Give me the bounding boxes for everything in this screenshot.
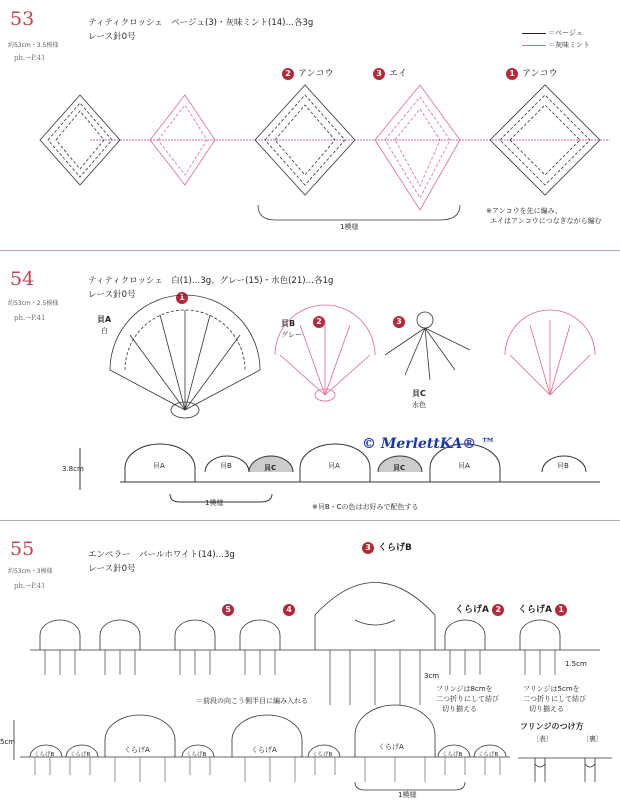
strip-label: 貝C bbox=[393, 464, 406, 472]
photo-ref: ph.→P.41 bbox=[14, 54, 46, 62]
hook-desc: レース針0号 bbox=[88, 290, 136, 300]
repeat-bracket bbox=[258, 205, 460, 220]
strip-label: くらげA bbox=[251, 746, 277, 754]
strip-label: くらげB bbox=[70, 752, 91, 758]
yarn-desc: ティティクロッシェ ベージュ(3)・灰味ミント(14)…各3g bbox=[88, 18, 314, 28]
motif-name: くらげA bbox=[455, 605, 489, 615]
motif-name: アンコウ bbox=[522, 69, 558, 79]
fringe-attach-diagram bbox=[518, 758, 612, 782]
strip-label: くらげB bbox=[442, 752, 463, 758]
repeat-label: 1模様 bbox=[340, 223, 359, 231]
stitch-note: ＝前段の向こう側半目に編み入れる bbox=[196, 697, 308, 705]
fringe-5-line1: フリンジは5cmを bbox=[523, 685, 580, 693]
fringe-8-line1: フリンジは8cmを bbox=[436, 685, 493, 693]
yarn-desc: ティティクロッシェ 白(1)…3g、グレー(15)・水色(21)…各1g bbox=[88, 276, 334, 286]
fringe-length-1-5cm: 1.5cm bbox=[565, 660, 587, 668]
note-line1: ※アンコウを先に編み、 bbox=[486, 207, 563, 215]
section-54 bbox=[0, 250, 620, 515]
note-line2: エイはアンコウにつなぎながら編む bbox=[490, 217, 602, 225]
strip-label: 貝B bbox=[557, 462, 569, 470]
repeat-label: 1模様 bbox=[398, 791, 417, 799]
motif-number-badge: 1 bbox=[506, 68, 518, 80]
strip-label: くらげA bbox=[378, 743, 404, 751]
yarn-desc: エンペラー パールホワイト(14)…3g bbox=[88, 550, 235, 560]
badge: 3 bbox=[362, 542, 374, 554]
strip-label: 貝A bbox=[328, 462, 340, 470]
motif-number-badge: 2 bbox=[282, 68, 294, 80]
strip-label: くらげB bbox=[312, 752, 333, 758]
shell-c-color: 水色 bbox=[412, 401, 426, 409]
shell-strip bbox=[80, 444, 600, 502]
size-text: 約53cm・2.5模様 bbox=[8, 300, 59, 307]
badge: 2 bbox=[492, 604, 504, 616]
fringe-5-line3: 切り揃える bbox=[529, 705, 564, 713]
hook-desc: レース針0号 bbox=[88, 32, 136, 42]
size-text: 約53cm・3.5模様 bbox=[8, 42, 59, 49]
pattern-number: 53 bbox=[10, 8, 35, 30]
strip-label: くらげA bbox=[124, 746, 150, 754]
badge: 3 bbox=[393, 316, 405, 328]
strip-label: くらげB bbox=[186, 752, 207, 758]
strip-label: 貝B bbox=[220, 462, 232, 470]
pattern-number: 55 bbox=[10, 538, 35, 560]
fringe-8-line2: 二つ折りにして結び bbox=[436, 695, 499, 703]
shell-a-label: 貝A bbox=[97, 315, 112, 324]
badge: 1 bbox=[176, 292, 188, 304]
fringe-length-3cm: 3cm bbox=[424, 672, 440, 680]
jellyfish-row bbox=[30, 583, 600, 706]
repeat-label: 1模様 bbox=[205, 499, 224, 507]
shell-b-label: 貝B bbox=[281, 319, 296, 328]
motif-number-badge: 3 bbox=[373, 68, 385, 80]
diagram-55 bbox=[0, 520, 620, 801]
legend-beige: ＝ベージュ bbox=[548, 29, 583, 37]
strip-label: 貝A bbox=[153, 462, 165, 470]
fringe-8-line3: 切り揃える bbox=[442, 705, 477, 713]
height-label: 3.8cm bbox=[62, 465, 84, 473]
badge: 1 bbox=[555, 604, 567, 616]
photo-ref: ph.→P.41 bbox=[14, 314, 46, 322]
shell-b-fan bbox=[275, 305, 375, 401]
copyright-watermark: © MerlettKA® ™ bbox=[362, 436, 496, 452]
shell-b-fan bbox=[505, 310, 595, 395]
badge: 5 bbox=[222, 604, 234, 616]
front-label: 〔表〕 bbox=[532, 735, 553, 743]
size-text: 約53cm・3模様 bbox=[8, 568, 53, 575]
shell-b-color: グレー bbox=[281, 331, 302, 339]
strip-label: 貝C bbox=[264, 464, 277, 472]
motif-name: くらげA bbox=[518, 605, 552, 615]
ray-motif bbox=[375, 85, 460, 210]
motif-name: くらげB bbox=[378, 543, 412, 553]
strip-label: くらげB bbox=[478, 752, 499, 758]
section-53 bbox=[0, 0, 620, 250]
badge: 2 bbox=[313, 316, 325, 328]
legend-mint: ＝灰味ミント bbox=[548, 41, 590, 49]
section-55 bbox=[0, 520, 620, 801]
height-label: 5cm bbox=[0, 738, 16, 746]
fringe-attach-title: フリンジのつけ方 bbox=[520, 722, 584, 731]
diagram-54 bbox=[0, 250, 620, 515]
strip-label: 貝A bbox=[458, 462, 470, 470]
shell-a-color: 白 bbox=[101, 327, 108, 335]
shell-c-label: 貝C bbox=[412, 389, 426, 398]
motif-name: アンコウ bbox=[298, 69, 334, 79]
strip-label: くらげB bbox=[34, 752, 55, 758]
pattern-number: 54 bbox=[10, 268, 35, 290]
color-note: ※貝B・Cの色はお好みで配色する bbox=[312, 503, 419, 511]
motif-name: エイ bbox=[389, 69, 408, 79]
fringe-5-line2: 二つ折りにして結び bbox=[523, 695, 586, 703]
hook-desc: レース針0号 bbox=[88, 564, 136, 574]
shell-a-fan bbox=[110, 295, 260, 418]
back-label: 〔裏〕 bbox=[582, 735, 603, 743]
badge: 4 bbox=[283, 604, 295, 616]
shell-c-fan bbox=[385, 312, 470, 380]
photo-ref: ph.→P.41 bbox=[14, 582, 46, 590]
